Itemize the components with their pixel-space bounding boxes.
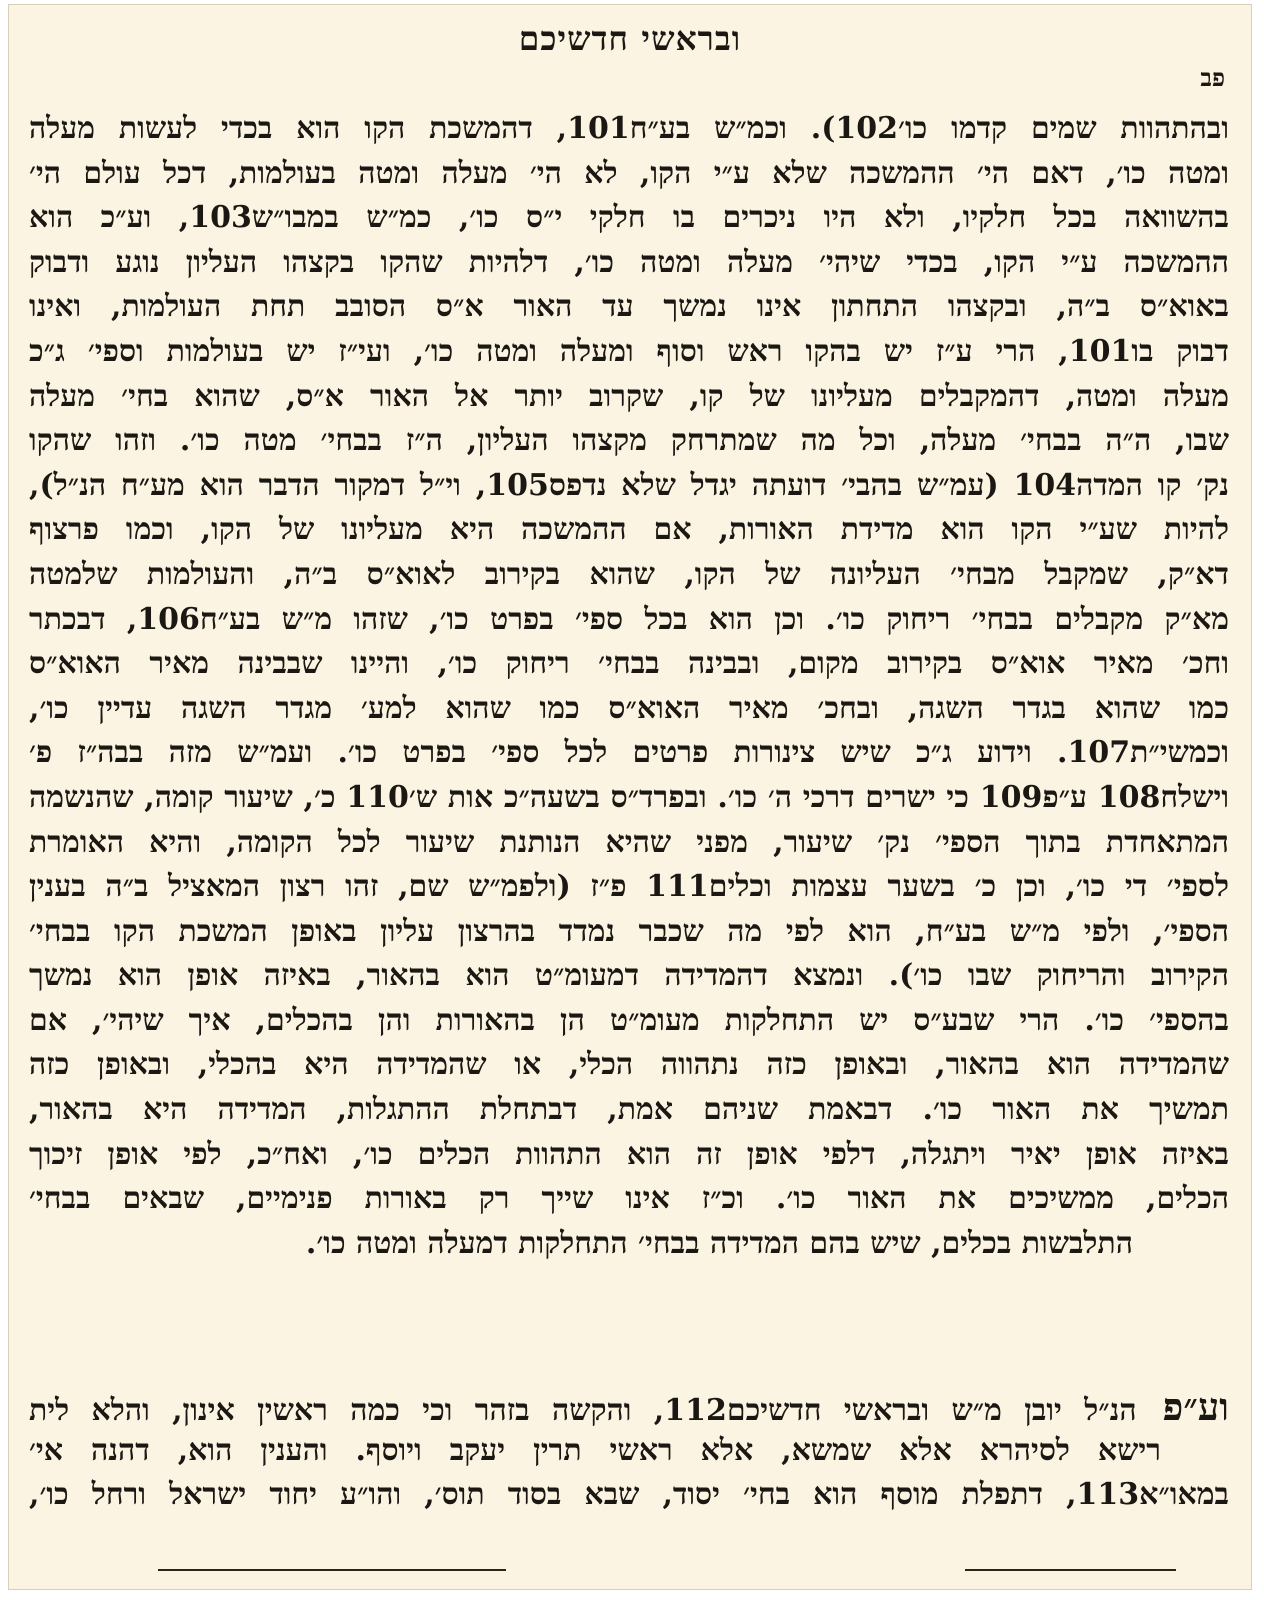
text-line: דא״ק, שמקבל מבחי׳ העליונה של הקו, שהוא בקירוב לאוא״ס ב״ה, והעולמות שלמטה <box>29 556 1229 592</box>
text-line: הספי׳, ולפי מ״ש בע״ח, הוא לפי מה שכבר נמדד בהרצון עליון באופן המשכת הקו בבחי׳ <box>29 913 1229 949</box>
text-line: נק׳ קו המדה104 (עמ״ש בהבי׳ דועתה יגדל שלא נדפס105, וי״ל דמקור הדבר הוא מע״ח הנ״ל), <box>29 467 1229 503</box>
text-line: המתאחדת בתוך הספי׳ נק׳ שיעור, מפני שהיא הנותנת שיעור לכל הקומה, והיא האומרת <box>29 824 1229 860</box>
paragraph-second <box>29 1385 1229 1517</box>
text-line: וישלח108 ע״פ109 כי ישרים דרכי ה׳ כו׳. ובפרד״ס בשעה״כ אות ש׳110 כ׳, שיעור קומה, שהנשמה <box>29 779 1229 815</box>
text-line: ובהתהוות שמים קדמו כו׳102). וכמ״ש בע״ח101, דהמשכת הקו הוא בכדי לעשות מעלה <box>29 111 1229 146</box>
text-line: באוא״ס ב״ה, ובקצהו התחתון אינו נמשך עד האור א״ס הסובב תחת העולמות, ואינו <box>29 289 1229 325</box>
text-line: דבוק בו101, הרי ע״ז יש בהקו ראש וסוף ומעלה ומטה כו׳, ועי״ז יש בעולמות וספי׳ ג״כ <box>29 333 1229 369</box>
text-line: לספי׳ די כו׳, וכן כ׳ בשער עצמות וכלים111 פ״ז (ולפמ״ש שם, זהו רצון המאציל ב״ה בענין <box>29 869 1229 905</box>
text-line: בהספי׳ כו׳. הרי שבע״ס יש התחלקות מעומ״ט הן בהאורות והן בהכלים, איך שיהי׳, אם <box>29 1002 1229 1038</box>
text-line: ההמשכה ע״י הקו, בכדי שיהי׳ מעלה ומטה כו׳, דלהיות שהקו בקצהו העליון נוגע ודבוק <box>29 244 1229 280</box>
text-line: במאו״א113, דתפלת מוסף הוא בחי׳ יסוד, שבא בסוד תוס׳, והו״ע יחוד ישראל ורחל כו׳, <box>29 1477 1229 1512</box>
paragraph-main <box>29 107 1229 1266</box>
first-line-text: הנ״ל יובן מ״ש ובראשי חדשיכם112, והקשה בזהר וכי כמה ראשין אינון, והלא לית <box>29 1393 1137 1428</box>
text-line: שבו, ה״ה בבחי׳ מעלה, וכל מה שמתרחק מקצהו העליון, ה״ז בבחי׳ מטה כו׳. וזהו שהקו <box>29 423 1229 459</box>
text-line: מא״ק מקבלים בבחי׳ ריחוק כו׳. וכן הוא בכל ספי׳ בפרט כו׳, שזהו מ״ש בע״ח106, דבכתר <box>29 601 1229 637</box>
text-line: מעלה ומטה, דהמקבלים מעליונו של קו, שקרוב יותר אל האור א״ס, שהוא בחי׳ מעלה <box>29 378 1229 414</box>
text-line: שהמדידה הוא בהאור, ובאופן כזה נתהווה הכלי, או שהמדידה היא בהכלי, ובאופן כזה <box>29 1047 1229 1083</box>
text-line-last: התלבשות בכלים, שיש בהם המדידה בבחי׳ התחלקות דמעלה ומטה כו׳. <box>305 1225 1133 1261</box>
lead-word: וע״פ <box>1162 1385 1229 1429</box>
text-line: וחכ׳ מאיר אוא״ס בקירוב מקום, ובבינה בבחי׳ ריחוק כו׳, והיינו שבבינה מאיר האוא״ס <box>29 646 1229 682</box>
text-line: ומטה כו׳, דאם הי׳ ההמשכה שלא ע״י הקו, לא הי׳ מעלה ומטה בעולמות, דכל עולם הי׳ <box>29 155 1229 191</box>
text-line: להיות שע״י הקו הוא מדידת האורות, אם ההמשכה היא מעליונו של הקו, וכמו פרצוף <box>29 512 1229 548</box>
text-line: כמו שהוא בגדר השגה, ובחכ׳ מאיר האוא״ס כמו שהוא למע׳ מגדר השגה עדיין כו׳, <box>29 690 1229 726</box>
book-page <box>8 4 1252 1590</box>
text-line: וכמשי״ת107. וידוע ג״כ שיש צינורות פרטים לכל ספי׳ בפרט כו׳. ועמ״ש מזה בבה״ז פ׳ <box>29 735 1229 771</box>
text-line-first <box>29 1385 1229 1429</box>
text-line: בהשוואה בכל חלקיו, ולא היו ניכרים בו חלקי י״ס כו׳, כמ״ש במבו״ש103, וע״כ הוא <box>29 200 1229 236</box>
text-line: הכלים, ממשיכים את האור כו׳. וכ״ז אינו שייך רק באורות פנימיים, שבאים בבחי׳ <box>29 1181 1229 1217</box>
running-title: ובראשי חדשיכם <box>518 19 742 58</box>
text-line: הקירוב והריחוק שבו כו׳). ונמצא דהמדידה דמעומ״ט הוא בהאור, באיזה אופן הוא נמשך <box>29 958 1229 994</box>
text-line: רישא לסיהרא אלא שמשא, אלא ראשי תרין יעקב ויוסף. והענין הוא, דהנה אי׳ <box>29 1433 1161 1468</box>
bottom-rule-right <box>965 1569 1176 1571</box>
text-line: תמשיך את האור כו׳. דבאמת שניהם אמת, דבתחלת ההתגלות, המדידה היא בהאור, <box>29 1092 1229 1128</box>
bottom-rule-left <box>158 1569 506 1571</box>
text-line: באיזה אופן יאיר ויתגלה, דלפי אופן זה הוא התהוות הכלים כו׳, ואח״כ, לפי אופן זיכוך <box>29 1136 1229 1172</box>
page-number: פב <box>1200 63 1225 92</box>
